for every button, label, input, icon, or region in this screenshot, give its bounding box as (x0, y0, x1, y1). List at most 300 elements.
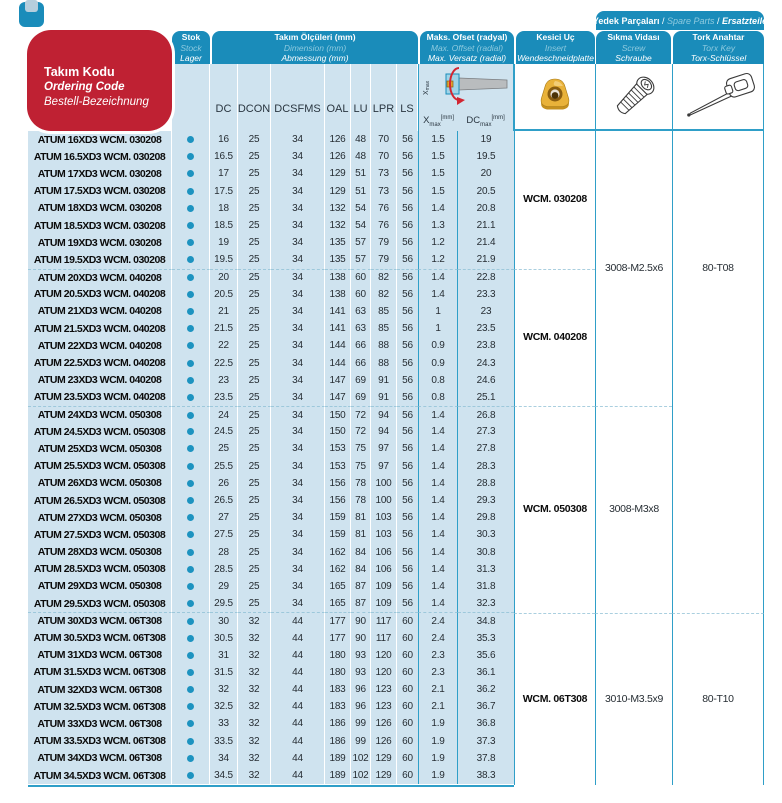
value-cell: 99 (351, 733, 371, 750)
stock-dot (187, 274, 194, 281)
stock-dot (187, 480, 194, 487)
tool-code: ATUM 20XD3 WCM. 040208 (28, 269, 172, 286)
value-cell: 106 (371, 561, 397, 578)
value-cell: 94 (371, 423, 397, 440)
value-cell (172, 200, 210, 217)
value-cell: 96 (351, 698, 371, 715)
stock-dot (187, 463, 194, 470)
value-cell (172, 286, 210, 303)
value-cell: 1.5 (418, 165, 458, 182)
value-cell: 44 (271, 647, 325, 664)
torx-cell (672, 613, 764, 785)
value-cell: 34 (271, 406, 325, 423)
torx-code: 80-T10 (702, 692, 734, 705)
value-cell: 79 (371, 251, 397, 268)
value-cell (172, 561, 210, 578)
value-cell: 54 (351, 217, 371, 234)
value-cell: 159 (325, 526, 351, 543)
value-cell: 27.3 (458, 423, 514, 440)
table-row (28, 131, 514, 148)
table-row (28, 698, 514, 715)
value-cell (172, 183, 210, 200)
tool-code: ATUM 31XD3 WCM. 06T308 (28, 647, 172, 664)
value-cell: 87 (351, 595, 371, 612)
screw-code: 3008-M2.5x6 (605, 261, 663, 274)
ordering-code-de: Bestell-Bezeichnung (44, 96, 149, 108)
value-cell: 25 (238, 578, 271, 595)
value-cell (172, 389, 210, 406)
value-cell (172, 578, 210, 595)
value-cell: 132 (325, 200, 351, 217)
value-cell: 91 (371, 389, 397, 406)
insert-image-cell (514, 64, 595, 131)
value-cell: 25 (238, 354, 271, 371)
value-cell: 24.6 (458, 372, 514, 389)
col-label-oal: OAL (325, 64, 351, 131)
value-cell: 150 (325, 423, 351, 440)
value-cell: 30 (210, 612, 238, 629)
value-cell: 180 (325, 647, 351, 664)
value-cell: 48 (351, 148, 371, 165)
stock-dot (187, 566, 194, 573)
value-cell: 51 (351, 183, 371, 200)
value-cell (172, 303, 210, 320)
value-cell: 73 (371, 183, 397, 200)
value-cell: 56 (397, 423, 418, 440)
table-row (28, 337, 514, 354)
stock-dot (187, 239, 194, 246)
tool-code: ATUM 23XD3 WCM. 040208 (28, 372, 172, 389)
insert-code: WCM. 050308 (523, 503, 587, 516)
value-cell: 21.5 (210, 320, 238, 337)
value-cell: 186 (325, 715, 351, 732)
value-cell: 60 (397, 750, 418, 767)
value-cell: 22.8 (458, 269, 514, 286)
value-cell: 76 (371, 217, 397, 234)
value-cell: 56 (397, 561, 418, 578)
value-cell (172, 681, 210, 698)
value-cell: 56 (397, 440, 418, 457)
value-cell: 25 (238, 544, 271, 561)
value-cell: 60 (397, 715, 418, 732)
stock-dot (187, 412, 194, 419)
stock-dot (187, 583, 194, 590)
value-cell: 25 (238, 561, 271, 578)
table-row (28, 423, 514, 440)
value-cell: 165 (325, 595, 351, 612)
value-cell (172, 406, 210, 423)
value-cell: 44 (271, 612, 325, 629)
value-cell: 94 (371, 406, 397, 423)
value-cell: 25 (238, 183, 271, 200)
value-cell: 1.5 (418, 148, 458, 165)
value-cell: 36.2 (458, 681, 514, 698)
value-cell: 141 (325, 320, 351, 337)
value-cell: 1.4 (418, 269, 458, 286)
value-cell: 123 (371, 698, 397, 715)
value-cell: 35.6 (458, 647, 514, 664)
value-cell: 129 (325, 165, 351, 182)
stock-dot (187, 360, 194, 367)
stock-dot (187, 394, 194, 401)
screw-icon (606, 70, 662, 124)
value-cell: 2.4 (418, 629, 458, 646)
value-cell (172, 320, 210, 337)
value-cell (172, 544, 210, 561)
col-label-dcon: DCON (238, 64, 271, 131)
insert-code: WCM. 040208 (523, 331, 587, 344)
value-cell: 1.5 (418, 183, 458, 200)
value-cell: 32 (210, 681, 238, 698)
value-cell: 25 (238, 509, 271, 526)
stock-dot (187, 531, 194, 538)
value-cell: 32 (238, 681, 271, 698)
screw-cell (595, 131, 672, 406)
value-cell: 60 (397, 647, 418, 664)
value-cell: 82 (371, 269, 397, 286)
value-cell: 32 (238, 647, 271, 664)
offset-subcell (418, 64, 514, 131)
value-cell (172, 698, 210, 715)
col-label-ls: LS (397, 64, 418, 131)
value-cell: 34 (271, 269, 325, 286)
value-cell: 135 (325, 251, 351, 268)
value-cell: 153 (325, 458, 351, 475)
value-cell: 60 (397, 698, 418, 715)
value-cell: 56 (397, 578, 418, 595)
value-cell: 126 (371, 715, 397, 732)
screw-cell (595, 406, 672, 612)
value-cell: 23.8 (458, 337, 514, 354)
value-cell: 90 (351, 612, 371, 629)
table-row (28, 183, 514, 200)
value-cell: 34 (271, 337, 325, 354)
value-cell: 56 (397, 492, 418, 509)
value-cell: 26.5 (210, 492, 238, 509)
value-cell: 34 (271, 320, 325, 337)
value-cell: 81 (351, 526, 371, 543)
value-cell: 16.5 (210, 148, 238, 165)
tool-code: ATUM 20.5XD3 WCM. 040208 (28, 286, 172, 303)
value-cell: 88 (371, 337, 397, 354)
value-cell: 117 (371, 629, 397, 646)
ordering-code-header (27, 30, 172, 131)
table-row (28, 200, 514, 217)
stock-dot (187, 445, 194, 452)
value-cell (172, 372, 210, 389)
tool-code: ATUM 25XD3 WCM. 050308 (28, 440, 172, 457)
insert-cell (514, 131, 595, 269)
table-row (28, 492, 514, 509)
stock-dot (187, 703, 194, 710)
value-cell: 31 (210, 647, 238, 664)
stock-dot (187, 600, 194, 607)
value-cell: 180 (325, 664, 351, 681)
value-cell: 34 (271, 458, 325, 475)
value-cell: 1.4 (418, 544, 458, 561)
value-cell: 84 (351, 561, 371, 578)
value-cell: 32 (238, 733, 271, 750)
value-cell: 1.9 (418, 767, 458, 784)
value-cell: 56 (397, 354, 418, 371)
value-cell: 102 (351, 750, 371, 767)
value-cell: 23.5 (210, 389, 238, 406)
value-cell: 26 (210, 475, 238, 492)
value-cell: 17 (210, 165, 238, 182)
value-cell: 34 (271, 526, 325, 543)
value-cell: 56 (397, 251, 418, 268)
value-cell: 144 (325, 354, 351, 371)
tool-code: ATUM 18.5XD3 WCM. 030208 (28, 217, 172, 234)
value-cell: 73 (371, 165, 397, 182)
value-cell: 63 (351, 303, 371, 320)
table-rows (28, 131, 514, 784)
table-bottom-rule (28, 785, 514, 787)
stock-dot (187, 377, 194, 384)
value-cell: 66 (351, 337, 371, 354)
value-cell: 30.5 (210, 629, 238, 646)
value-cell: 25 (238, 389, 271, 406)
value-cell: 147 (325, 372, 351, 389)
value-cell (172, 647, 210, 664)
value-cell: 69 (351, 389, 371, 406)
value-cell: 29.3 (458, 492, 514, 509)
stock-column-header: Stok Stock Lager (172, 31, 210, 64)
table-row (28, 715, 514, 732)
value-cell: 31.8 (458, 578, 514, 595)
table-row (28, 251, 514, 268)
value-cell (172, 475, 210, 492)
tool-code: ATUM 26XD3 WCM. 050308 (28, 475, 172, 492)
tool-code: ATUM 32.5XD3 WCM. 06T308 (28, 698, 172, 715)
page-tab-icon-inner (25, 0, 38, 12)
value-cell (172, 492, 210, 509)
table-row (28, 320, 514, 337)
value-cell: 186 (325, 733, 351, 750)
value-cell: 32 (238, 750, 271, 767)
value-cell: 1.4 (418, 440, 458, 457)
value-cell: 34.8 (458, 612, 514, 629)
value-cell: 189 (325, 750, 351, 767)
value-cell: 34 (271, 595, 325, 612)
value-cell: 34.5 (210, 767, 238, 784)
table-row (28, 612, 514, 629)
value-cell: 25.5 (210, 458, 238, 475)
value-cell: 1.4 (418, 578, 458, 595)
stock-dot (187, 428, 194, 435)
value-cell: 70 (371, 148, 397, 165)
value-cell: 37.8 (458, 750, 514, 767)
torx-cell (672, 131, 764, 613)
table-row (28, 234, 514, 251)
value-cell: 56 (397, 544, 418, 561)
stock-dot (187, 669, 194, 676)
value-cell: 34 (271, 131, 325, 148)
value-cell: 81 (351, 509, 371, 526)
value-cell: 1.3 (418, 217, 458, 234)
value-cell: 21.1 (458, 217, 514, 234)
tool-code: ATUM 30.5XD3 WCM. 06T308 (28, 629, 172, 646)
value-cell: 32 (238, 698, 271, 715)
table-row (28, 526, 514, 543)
value-cell (172, 595, 210, 612)
value-cell: 75 (351, 440, 371, 457)
tool-code: ATUM 23.5XD3 WCM. 040208 (28, 389, 172, 406)
stock-dot (187, 136, 194, 143)
tool-code: ATUM 18XD3 WCM. 030208 (28, 200, 172, 217)
stock-dot (187, 514, 194, 521)
value-cell: 34 (271, 251, 325, 268)
value-cell: 56 (397, 286, 418, 303)
stock-dot (187, 153, 194, 160)
value-cell: 25 (238, 269, 271, 286)
value-cell: 0.9 (418, 337, 458, 354)
page-tab-icon (19, 2, 44, 27)
value-cell: 36.1 (458, 664, 514, 681)
stock-dot (187, 222, 194, 229)
stock-dot (187, 170, 194, 177)
value-cell: 87 (351, 578, 371, 595)
value-cell (172, 165, 210, 182)
value-cell: 32 (238, 664, 271, 681)
value-cell: 48 (351, 131, 371, 148)
value-cell: 34 (271, 372, 325, 389)
value-cell: 147 (325, 389, 351, 406)
value-cell: 103 (371, 509, 397, 526)
value-cell: 34 (271, 165, 325, 182)
value-cell: 17.5 (210, 183, 238, 200)
value-cell: 1.9 (418, 750, 458, 767)
table-row (28, 561, 514, 578)
value-cell: 57 (351, 251, 371, 268)
value-cell (172, 148, 210, 165)
value-cell: 30.8 (458, 544, 514, 561)
value-cell (172, 458, 210, 475)
value-cell: 38.3 (458, 767, 514, 784)
value-cell: 44 (271, 664, 325, 681)
value-cell: 56 (397, 389, 418, 406)
tool-code: ATUM 21XD3 WCM. 040208 (28, 303, 172, 320)
value-cell: 27 (210, 509, 238, 526)
value-cell: 103 (371, 526, 397, 543)
table-row (28, 354, 514, 371)
value-cell: 37.3 (458, 733, 514, 750)
stock-dot (187, 342, 194, 349)
value-cell: 19 (458, 131, 514, 148)
stock-dot (187, 738, 194, 745)
value-cell: 44 (271, 767, 325, 784)
table-row (28, 269, 514, 286)
tool-code: ATUM 17XD3 WCM. 030208 (28, 165, 172, 182)
value-cell: 82 (371, 286, 397, 303)
value-cell: 33 (210, 715, 238, 732)
value-cell: 27.5 (210, 526, 238, 543)
value-cell: 20.5 (210, 286, 238, 303)
table-row (28, 372, 514, 389)
tool-code: ATUM 31.5XD3 WCM. 06T308 (28, 664, 172, 681)
col-label-lu: LU (351, 64, 371, 131)
tool-code: ATUM 26.5XD3 WCM. 050308 (28, 492, 172, 509)
value-cell: 22 (210, 337, 238, 354)
insert-cell (514, 613, 595, 785)
value-cell: 25 (210, 440, 238, 457)
value-cell: 1.4 (418, 458, 458, 475)
value-cell: 85 (371, 303, 397, 320)
value-cell: 19 (210, 234, 238, 251)
table-row (28, 647, 514, 664)
value-cell: 109 (371, 578, 397, 595)
tool-code: ATUM 17.5XD3 WCM. 030208 (28, 183, 172, 200)
value-cell: 30.3 (458, 526, 514, 543)
value-cell: 1.4 (418, 492, 458, 509)
value-cell: 25 (238, 303, 271, 320)
value-cell (172, 767, 210, 784)
value-cell: 138 (325, 269, 351, 286)
value-cell: 34 (210, 750, 238, 767)
value-cell: 24.3 (458, 354, 514, 371)
tool-code: ATUM 21.5XD3 WCM. 040208 (28, 320, 172, 337)
tool-code: ATUM 30XD3 WCM. 06T308 (28, 612, 172, 629)
value-cell: 34 (271, 475, 325, 492)
value-cell: 20 (458, 165, 514, 182)
torx-key-header: Tork Anahtar Torx Key Torx-Schlüssel (673, 31, 764, 64)
value-cell: 1.4 (418, 475, 458, 492)
value-cell: 126 (325, 148, 351, 165)
value-cell: 93 (351, 647, 371, 664)
value-cell: 25 (238, 492, 271, 509)
value-cell: 99 (351, 715, 371, 732)
table-row (28, 733, 514, 750)
value-cell: 16 (210, 131, 238, 148)
value-cell: 165 (325, 578, 351, 595)
screw-cell (595, 613, 672, 785)
value-cell: 76 (371, 200, 397, 217)
value-cell: 34 (271, 578, 325, 595)
value-cell: 22.5 (210, 354, 238, 371)
value-cell: 69 (351, 372, 371, 389)
stock-dot (187, 205, 194, 212)
value-cell: 0.9 (418, 354, 458, 371)
value-cell: 2.1 (418, 698, 458, 715)
value-cell: 28.8 (458, 475, 514, 492)
tool-code: ATUM 28.5XD3 WCM. 050308 (28, 561, 172, 578)
value-cell: 32 (238, 629, 271, 646)
value-cell: 25 (238, 251, 271, 268)
value-cell: 29 (210, 578, 238, 595)
trigon-insert-icon (530, 74, 580, 120)
value-cell: 34 (271, 148, 325, 165)
ordering-code-tr: Takım Kodu (44, 65, 115, 79)
value-cell: 25 (238, 131, 271, 148)
value-cell: 70 (371, 131, 397, 148)
value-cell (172, 750, 210, 767)
value-cell: 84 (351, 544, 371, 561)
table-row (28, 389, 514, 406)
value-cell: 129 (371, 750, 397, 767)
table-row (28, 509, 514, 526)
value-cell: 24.5 (210, 423, 238, 440)
tool-code: ATUM 33.5XD3 WCM. 06T308 (28, 733, 172, 750)
value-cell: 34 (271, 389, 325, 406)
value-cell: 56 (397, 131, 418, 148)
stock-dot (187, 291, 194, 298)
value-cell (172, 269, 210, 286)
value-cell: 60 (351, 286, 371, 303)
value-cell: 34 (271, 234, 325, 251)
stock-dot (187, 256, 194, 263)
tool-code: ATUM 19XD3 WCM. 030208 (28, 234, 172, 251)
value-cell: 56 (397, 148, 418, 165)
